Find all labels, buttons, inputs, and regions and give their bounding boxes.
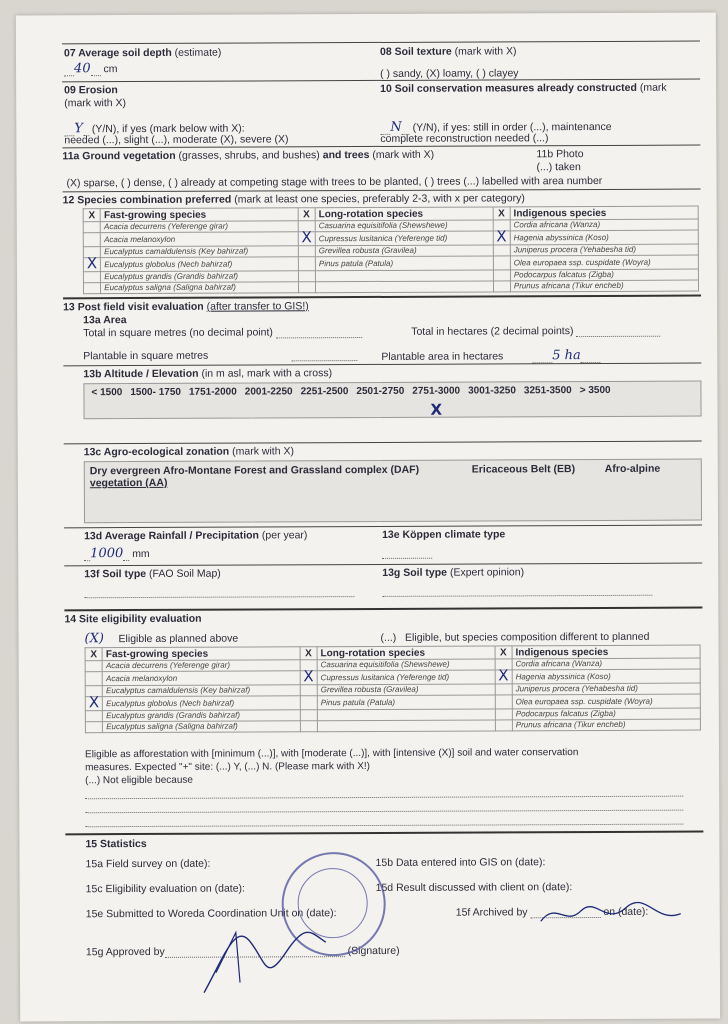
sp12-mark-cell[interactable]: X [298,232,315,246]
divider [64,563,702,567]
sp14-mark-cell[interactable] [300,710,317,721]
soil-texture-options[interactable]: ( ) sandy, (X) loamy, ( ) clayey [380,67,519,80]
plantable-ha-value: 5 ha [552,348,581,364]
sp14-mark-cell[interactable]: X [495,670,512,684]
sp12-mark-cell[interactable] [298,246,315,257]
sp12-mark-cell[interactable]: X [493,231,510,245]
sp12-species-cell: Eucalyptus camaldulensis (Key bahirzaf) [101,246,298,258]
form-page [16,12,720,1021]
altitude-class: 2501-2750 [356,385,405,398]
sp14-species-cell: Grevillea robusta (Gravilea) [317,684,495,696]
vegetation-options[interactable]: (X) sparse, ( ) dense, ( ) already at competing stage with trees to be planted, ( ) trees (...) labelled with area number [66,174,603,190]
divider [64,607,702,612]
sp12-mark-cell[interactable] [298,257,315,271]
sp14-col-2: X [300,647,317,660]
sp12-col-1: Fast-growing species [100,208,297,222]
sp12-species-cell: Cupressus lusitanica (Yeferenge tid) [315,231,493,246]
sp14-species-cell [317,720,495,732]
reason-line-1[interactable] [85,785,683,800]
approval-signature [196,912,336,1003]
sp12-species-cell: Casuarina equisitifolia (Shewshewe) [315,220,493,232]
altitude-mark-cell[interactable] [464,398,520,420]
altitude-marks [87,398,614,422]
altitude-class: 1500- 1750 [130,386,181,399]
plant-ha-field[interactable]: Plantable area in hectares 5 ha [381,348,601,364]
altitude-table [87,383,614,422]
altitude-mark-cell[interactable] [520,398,576,420]
sp12-col-4: X [493,207,510,220]
sp12-species-cell: Juniperus procera (Yehabesha tid) [510,244,698,256]
sp14-species-cell: Acacia melanoxylon [102,671,299,686]
approved-by[interactable]: 15g Approved by (Signature) [85,944,400,959]
afforestation-line1[interactable]: Eligible as afforestation with [minimum (...)], with [moderate (...)], with [intensive (X)] soil and water conservation [85,747,579,761]
s10-heading: 10 Soil conservation measures already constructed (mark [380,81,667,95]
s15-heading: 15 Statistics [85,837,147,851]
agro-option-aa-cont: vegetation (AA) [89,476,168,490]
s08-heading: 08 Soil texture (mark with X) [379,45,517,58]
sp12-species-cell: Olea europaea ssp. cuspidate (Woyra) [510,255,698,270]
sp12-col-0: X [83,209,100,222]
sp14-row [85,719,700,733]
agro-option-daf[interactable]: Dry evergreen Afro-Montane Forest and Grassland complex (DAF) [89,463,420,478]
sp14-species-cell: Prunus africana (Tikur encheb) [512,719,700,731]
sp12-species-cell: Podocarpus falcatus (Zigba) [510,269,698,281]
s13b-heading: 13b Altitude / Elevation (in m asl, mark with a cross) [83,367,333,381]
total-sqm-field[interactable]: Total in square metres (no decimal point) [83,326,362,339]
sp12-species-cell [315,270,493,282]
conservation-value: N [390,119,402,135]
sp12-mark-cell[interactable] [83,222,100,233]
altitude-class: 2001-2250 [244,386,293,398]
s11b-heading: 11b Photo [536,148,584,161]
erosion-severity[interactable]: needed (...), slight (...), moderate (X), severe (X) [64,133,289,147]
submitted-woreda-date[interactable]: 15e Submitted to Woreda Coordination Unit on (date): [85,907,337,921]
sp14-species-cell: Olea europaea ssp. cuspidate (Woyra) [512,694,700,709]
sp14-species-cell: Eucalyptus globolus (Nech bahirzaf) [103,696,300,711]
archived-by[interactable]: 15f Archived by on (date): [455,905,649,919]
s13g-heading: 13g Soil type (Expert opinion) [382,566,525,579]
koppen-field[interactable] [382,547,432,559]
altitude-mark-cell[interactable] [185,400,241,422]
sp14-species-cell: Casuarina equisitifolia (Shewshewe) [317,659,495,671]
sp14-mark-cell[interactable] [495,709,512,720]
sp12-mark-cell[interactable] [493,256,510,270]
s07-heading: 07 Average soil depth (estimate) [63,46,222,60]
sp14-mark-cell[interactable]: X [85,697,102,711]
s14-heading: 14 Site eligibility evaluation [64,612,202,626]
sp12-mark-cell[interactable] [298,282,315,293]
s13e-heading: 13e Köppen climate type [382,528,506,541]
altitude-mark-cell[interactable] [297,399,353,421]
sp14-species-cell: Eucalyptus saligna (Saligna bahirzaf) [103,721,300,733]
sp12-species-cell: Eucalyptus saligna (Saligna bahirzaf) [101,282,298,294]
sp14-mark-cell[interactable] [495,684,512,695]
sp12-species-cell: Acacia melanoxylon [101,232,298,247]
sp14-mark-cell[interactable] [495,695,512,709]
sp14-mark-cell[interactable]: X [300,671,317,685]
rainfall-value: 1000 [90,546,124,562]
plant-sqm-field[interactable]: Plantable in square metres [83,349,357,362]
sp14-col-5: Indigenous species [512,645,700,659]
s09-line1[interactable]: Y (Y/N), if yes (mark below with X): [64,121,244,137]
form-frame [62,41,704,959]
sp14-species-cell: Pinus patula (Patula) [317,695,495,710]
sp12-species-cell: Grevillea robusta (Gravilea) [315,245,493,257]
agro-option-aa[interactable]: Afro-alpine [604,462,661,475]
s09-heading: 09 Erosion [64,84,118,97]
altitude-class: > 3500 [579,384,611,397]
soil-expert-field[interactable] [382,584,652,597]
altitude-mark-cell[interactable]: X [430,400,443,419]
divider [64,441,702,445]
altitude-class: 2751-3000 [412,385,461,397]
altitude-mark-cell[interactable] [576,398,615,420]
sp14-species-cell: Hagenia abyssinica (Koso) [512,669,700,684]
sp14-species-cell [317,709,495,721]
sp14-mark-cell[interactable] [495,720,512,731]
s13a-heading: 13a Area [83,314,127,327]
soil-fao-field[interactable] [84,585,354,598]
result-discussed-date[interactable]: 15d Result discussed with client on (date): [375,881,573,894]
erosion-value: Y [74,121,83,137]
sp14-col-1: Fast-growing species [102,647,299,661]
sp12-mark-cell[interactable] [298,271,315,282]
s12-heading: 12 Species combination preferred (mark at least one species, preferably 2-3, with x per category) [62,192,525,207]
divider [63,363,701,367]
s13d-heading: 13d Average Rainfall / Precipitation (per year) [84,529,308,543]
s10-line2: complete reconstruction needed (...) [380,132,549,145]
sp14-mark-cell[interactable] [85,722,102,733]
altitude-mark-cell[interactable] [241,399,297,421]
eligibility-eval-date[interactable]: 15c Eligibility evaluation on (date): [85,882,245,896]
sp12-species-cell: Eucalyptus globolus (Nech bahirzaf) [101,257,298,272]
sp12-col-2: X [298,208,315,221]
sp14-species-cell: Juniperus procera (Yehabesha tid) [512,683,700,695]
reason-line-3[interactable] [85,813,683,828]
sp14-mark-cell[interactable] [300,696,317,710]
sp14-mark-cell[interactable] [300,721,317,732]
sp12-species-cell: Acacia decurrens (Yeferenge girar) [100,221,297,233]
s10-line1[interactable]: N (Y/N), if yes: still in order (...), maintenance [380,119,611,135]
altitude-mark-cell[interactable] [126,400,185,422]
sp12-mark-cell[interactable] [83,233,100,247]
rainfall-field[interactable]: 1000 mm [84,546,150,561]
s13-heading: 13 Post field visit evaluation (after transfer to GIS!) [63,300,309,314]
sp12-mark-cell[interactable] [493,245,510,256]
sp12-species-cell [315,281,493,293]
divider [63,295,701,300]
sp12-mark-cell[interactable] [493,281,510,292]
reason-line-2[interactable] [85,799,683,814]
altitude-class: 1751-2000 [188,386,237,398]
divider [65,831,703,836]
sp14-mark-cell[interactable] [85,661,102,672]
s13f-heading: 13f Soil type (FAO Soil Map) [84,567,221,581]
sp12-mark-cell[interactable]: X [83,258,100,272]
altitude-class: 2251-2500 [300,386,349,398]
sp12-species-cell: Pinus patula (Patula) [315,256,493,271]
sp12-mark-cell[interactable] [83,283,100,294]
species-table-12 [83,206,699,295]
sp12-mark-cell[interactable] [493,270,510,281]
eligible-different[interactable]: (...) Eligible, but species composition different to planned [380,630,650,644]
divider [62,41,700,45]
gis-entry-date[interactable]: 15b Data entered into GIS on (date): [375,856,546,869]
sp14-species-cell: Eucalyptus camaldulensis (Key bahirzaf) [103,685,300,697]
sp14-col-4: X [495,646,512,659]
species-table-14 [85,645,701,734]
divider [64,525,702,529]
sp12-species-cell: Prunus africana (Tikur encheb) [510,280,698,292]
sp14-mark-cell[interactable] [300,685,317,696]
sp12-row [83,280,698,294]
archived-signature [536,896,686,937]
s13c-heading: 13c Agro-ecological zonation (mark with X) [83,445,294,459]
sp14-col-3: Long-rotation species [317,646,495,660]
sp12-species-cell: Cordia africana (Wanza) [510,219,698,231]
sp14-species-cell: Eucalyptus grandis (Grandis bahirzaf) [103,710,300,722]
sp14-species-cell: Cupressus lusitanica (Yeferenge tid) [317,670,495,685]
altitude-class: 3001-3250 [468,385,516,397]
s09-hint: (mark with X) [64,97,127,110]
field-survey-date[interactable]: 15a Field survey on (date): [85,857,211,871]
sp14-mark-cell[interactable] [85,711,102,722]
eligible-as-planned[interactable]: (X) Eligible as planned above [84,631,239,647]
s07-field[interactable]: 40 cm [64,61,118,76]
divider [63,189,701,193]
sp12-col-3: Long-rotation species [315,207,493,221]
not-eligible[interactable]: (...) Not eligible because [85,774,194,787]
sp12-species-cell: Eucalyptus grandis (Grandis bahirzaf) [101,271,298,283]
sp14-mark-cell[interactable] [85,672,102,686]
s11-heading: 11a Ground vegetation (grasses, shrubs, and bushes) and trees (mark with X) [62,148,435,163]
altitude-class: 3251-3500 [523,385,572,397]
afforestation-line2[interactable]: measures. Expected "+" site: (...) Y, (...) N. (Please mark with X!) [85,760,371,774]
altitude-class: < 1500 [91,387,123,399]
total-ha-field[interactable]: Total in hectares (2 decimal points) [411,325,660,338]
sp14-col-0: X [85,648,102,661]
sp14-species-cell: Cordia africana (Wanza) [512,658,700,670]
soil-depth-value: 40 [74,61,91,77]
photo-taken[interactable]: (...) taken [536,161,581,174]
altitude-mark-cell[interactable] [87,400,126,422]
sp12-species-cell: Hagenia abyssinica (Koso) [510,230,698,245]
agro-option-eb[interactable]: Ericaceous Belt (EB) [471,463,576,476]
sp12-col-5: Indigenous species [510,206,698,220]
sp14-species-cell: Acacia decurrens (Yeferenge girar) [102,660,299,672]
sp12-mark-cell[interactable] [83,272,100,283]
sp14-species-cell: Podocarpus falcatus (Zigba) [512,708,700,720]
altitude-mark-cell[interactable] [352,399,408,421]
